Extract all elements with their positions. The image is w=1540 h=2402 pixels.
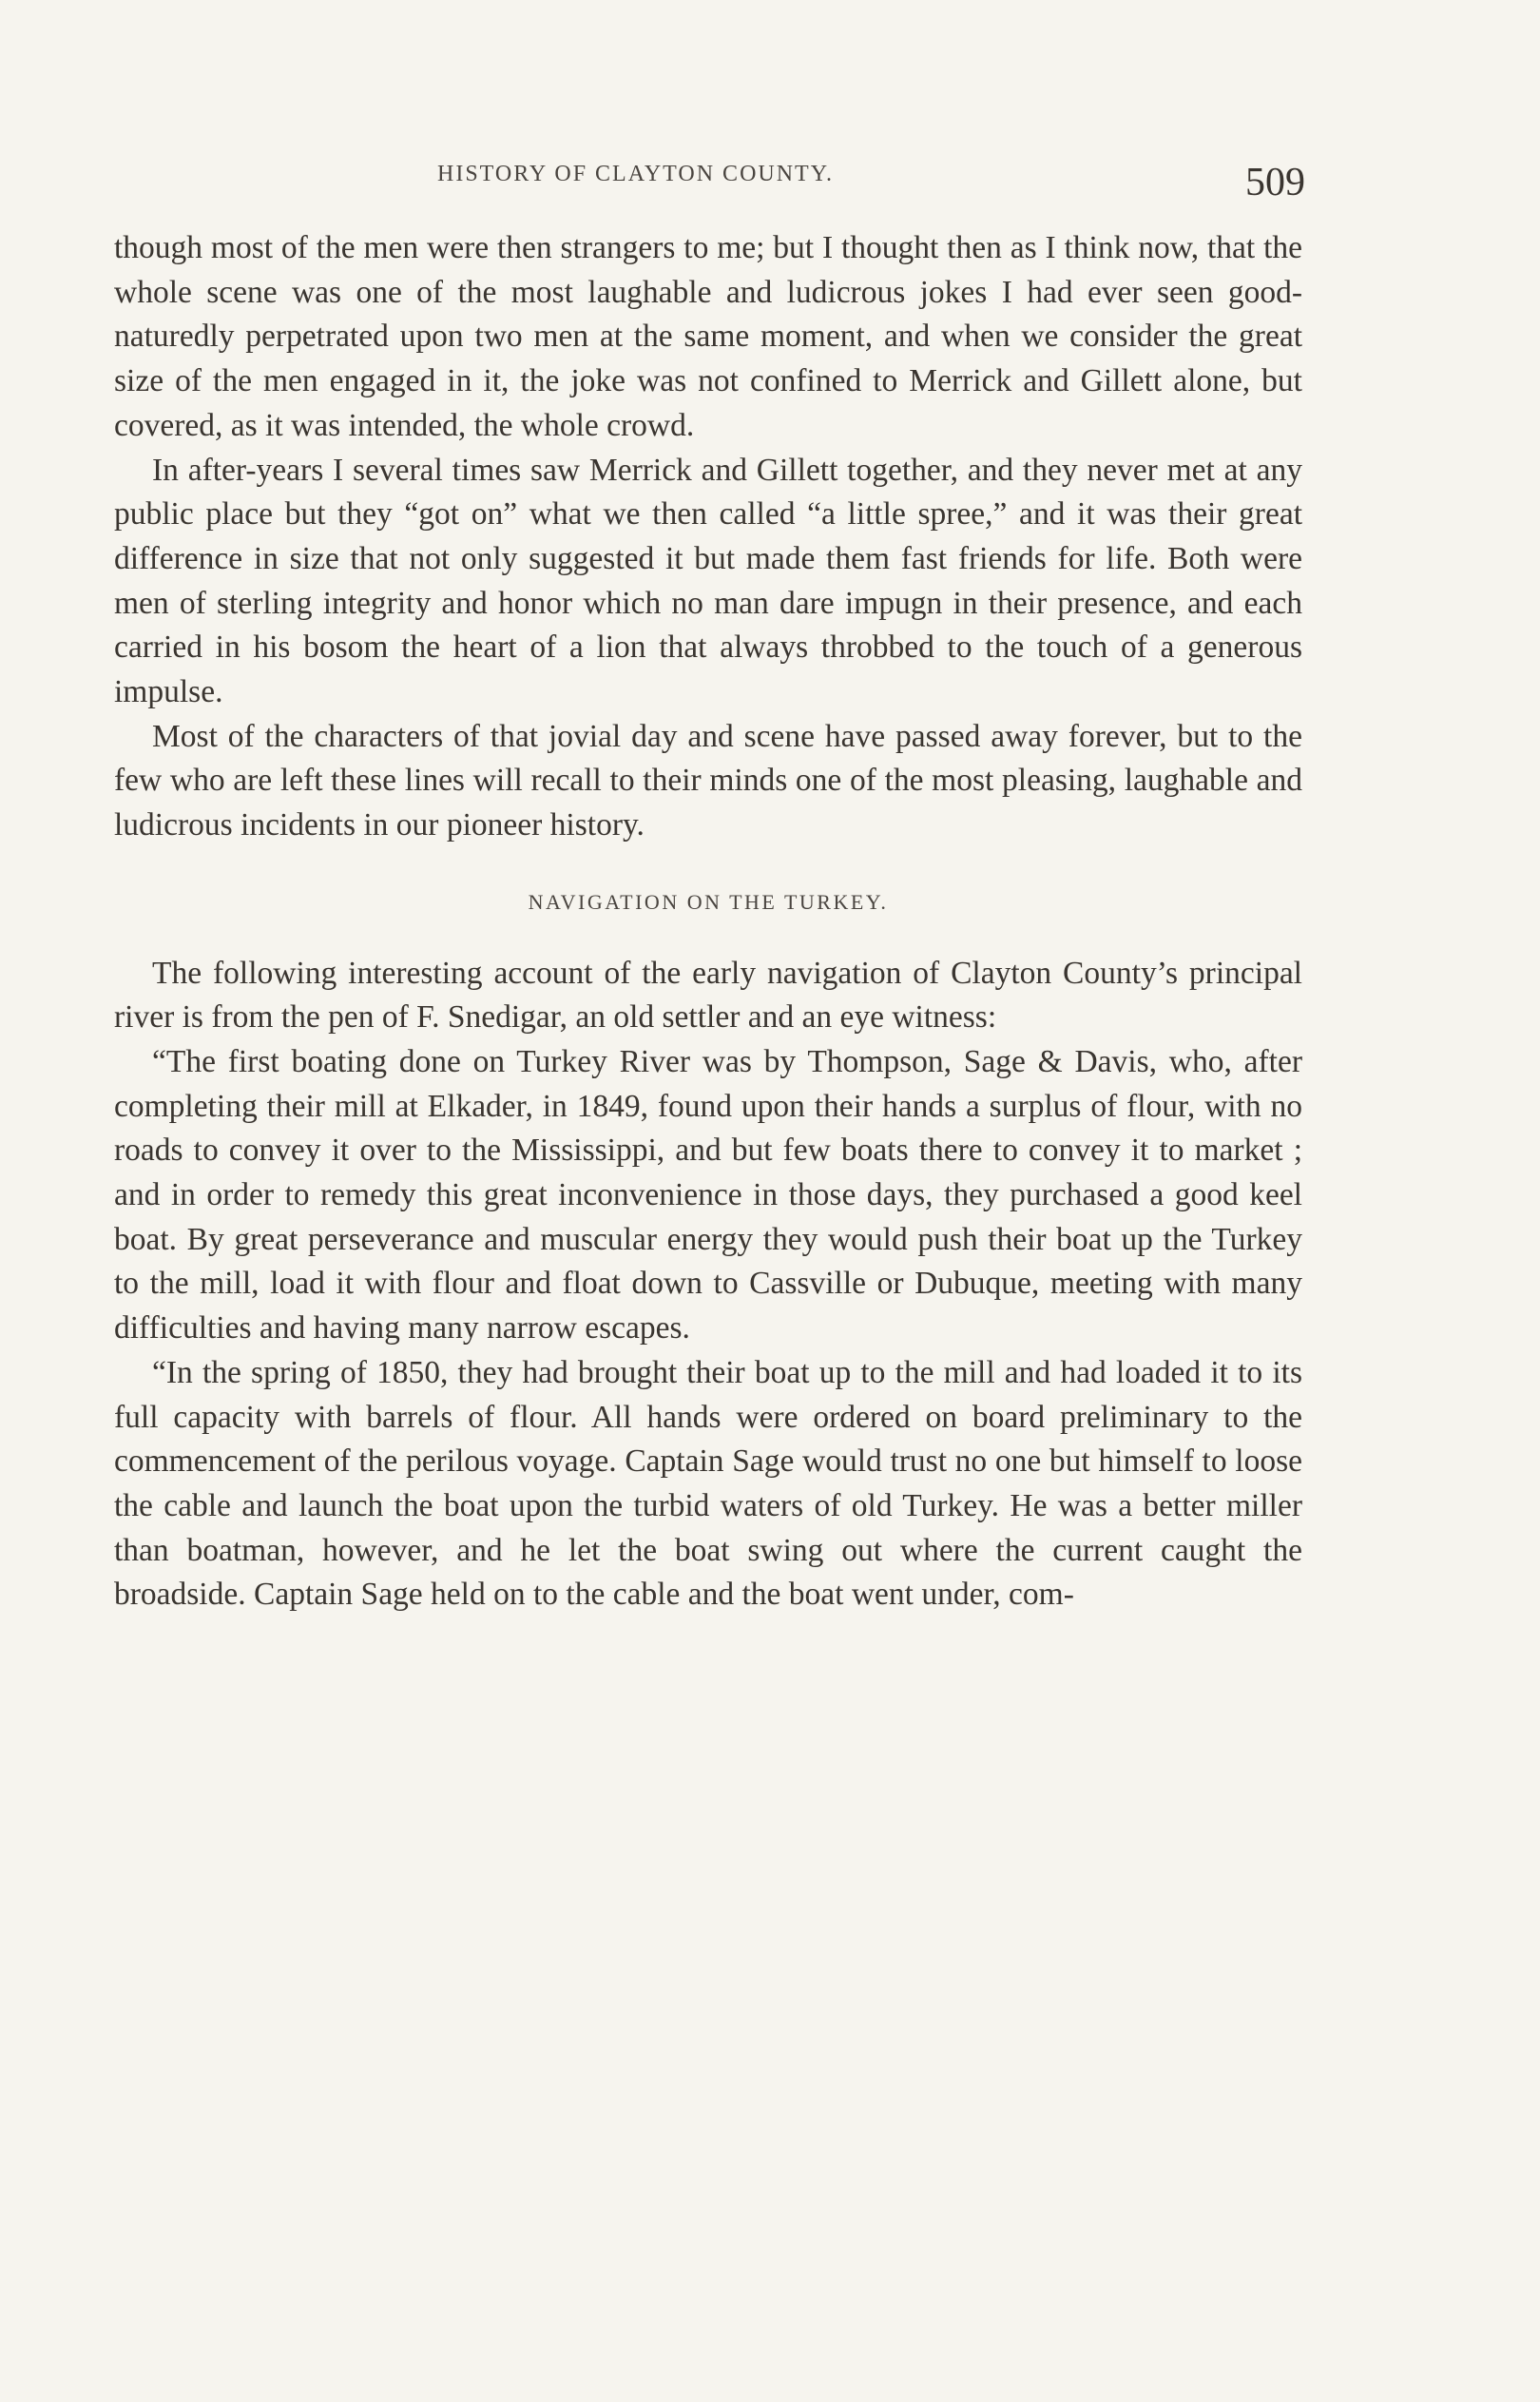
section-heading: NAVIGATION ON THE TURKEY.: [528, 889, 889, 914]
paragraph-navigation-intro: The following interesting account of the early navigation of Clayton County’s principal river is from the pen of F. Snedigar, an old settler and an eye witness:: [114, 955, 1302, 1036]
page-number: 509: [1245, 161, 1305, 204]
paragraph-first-boating: “The first boating done on Turkey River was by Thompson, Sage & Davis, who, after completing their mill at Elkader, in 1849, found upon their hands a surplus of flour, with no roads to convey it over to the Mississippi, and but few boats there to convey it to market ; and in order to remedy this great inconvenience in those days, they purchased a good keel boat. By great perseverance and muscular energy they would push their boat up the Turkey to the mill, load it with flour and float down to Cassville or Dubuque, meeting with many difficulties and having many narrow escapes.: [114, 1043, 1302, 1346]
running-title: HISTORY OF CLAYTON COUNTY.: [437, 162, 834, 186]
paragraph-merrick-gillett: In after-years I several times saw Merrick and Gillett together, and they never met at any public place but they “got on” what we then called “a little spree,” and it was their great difference in size that not only suggested it but made them fast friends for life. Both were men of sterling integrity and honor which no man dare impugn in their presence, and each carried in his bosom the heart of a lion that always throbbed to the touch of a generous impulse.: [114, 452, 1302, 710]
paragraph-spring-1850: “In the spring of 1850, they had brought their boat up to the mill and had loaded it to its full capacity with barrels of flour. All hands were ordered on board preliminary to the commencement of the perilous voyage. Captain Sage would trust no one but himself to loose the cable and launch the boat upon the turbid waters of old Turkey. He was a better miller than boatman, however, and he let the boat swing out where the current caught the broadside. Captain Sage held on to the cable and the boat went under, com-: [114, 1354, 1302, 1613]
paragraph-jovial-day: Most of the characters of that jovial day and scene have passed away forever, but to the few who are left these lines will recall to their minds one of the most pleasing, laughable and ludicrous incidents in our pioneer history.: [114, 718, 1302, 843]
body-text: [114, 226, 1302, 1617]
paragraph-continued: though most of the men were then strangers to me; but I thought then as I think now, that the whole scene was one of the most laughable and ludicrous jokes I had ever seen good-naturedly perpetrated upon two men at the same moment, and when we consider the great size of the men engaged in it, the joke was not confined to Merrick and Gillett alone, but covered, as it was intended, the whole crowd.: [114, 230, 1302, 443]
